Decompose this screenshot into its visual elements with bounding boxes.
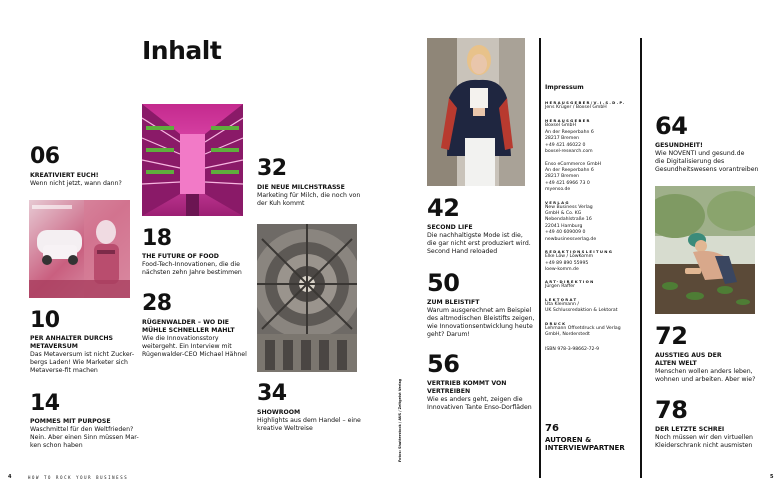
impressum (545, 84, 637, 353)
entry-desc: Food-Tech-Innovationen, die die nächsten zehn Jahre bestimmen (142, 260, 242, 276)
entry-56-number: 56 (427, 350, 460, 378)
impressum-text: Uta Kleimann / UK Schlussredaktion & Lektorat (545, 301, 618, 314)
entry-title: SHOWROOM (257, 409, 301, 416)
entry-number: 76 (545, 423, 559, 434)
entry-title: ZUM BLEISTIFT (427, 299, 480, 306)
impressum-label: HERAUSGEBER/V.I.S.D.P. (545, 100, 626, 105)
impressum-title: Impressum (545, 84, 584, 91)
isbn: ISBN 978-3-98662-72-9 (545, 346, 600, 352)
vertical-farm-photo (142, 104, 243, 216)
entry-72[interactable] (655, 352, 770, 384)
entry-06[interactable] (30, 172, 140, 188)
impressum-text: Boxsel GmbH An der Reeperbahn 6 28217 Bremen +49 421 46022 0 boxsel-research.com (545, 123, 594, 155)
entry-42[interactable] (427, 224, 537, 256)
entry-64[interactable] (655, 142, 765, 174)
divider-rule-right (640, 38, 642, 478)
entry-76[interactable] (545, 423, 637, 453)
entry-desc: Waschmittel für den Weltfrieden? Nein. Aber einen Sinn müssen Mar- ken schon haben (30, 425, 139, 449)
entry-18-number: 18 (142, 226, 172, 251)
entry-32-number: 32 (257, 156, 287, 181)
entry-desc: Warum ausgerechnet am Beispiel des altmodischen Bleistifts zeigen, wie Innovationsentwicklung heute geht? Darum! (427, 306, 535, 338)
entry-14-number: 14 (30, 391, 60, 416)
entry-title: DIE NEUE MILCHSTRASSE (257, 184, 345, 191)
entry-10-number: 10 (30, 308, 60, 333)
entry-desc: Wenn nicht jetzt, wann dann? (30, 179, 122, 187)
impressum-text: Enso eCommerce GmbH An der Reeperbahn 6 28217 Bremen +49 421 6966 73 0 myenso.de (545, 161, 602, 193)
entry-desc: Die nachhaltigste Mode ist die, die gar nicht erst produziert wird. Second Hand reloaded (427, 231, 531, 255)
gardening-photo (655, 186, 755, 314)
entry-title: RÜGENWALDER – WO DIE MÜHLE SCHNELLER MAHLT (142, 319, 235, 334)
entry-title: VERTRIEB KOMMT VON VERTREIBEN (427, 380, 507, 395)
entry-18[interactable] (142, 253, 257, 277)
entry-desc: Wie NOVENTI und gesund.de die Digitalisierung des Gesundheitswesens vorantreiben (655, 149, 759, 173)
impressum-label: ART-DIREKTION (545, 279, 595, 285)
impressum-label: DRUCK (545, 320, 567, 326)
entry-desc: Wie die Innovationsstory weitergeht. Ein Interview mit Rügenwalder-CEO Michael Hähnel (142, 334, 247, 358)
impressum-label: LEKTORAT (545, 296, 578, 302)
entry-title: PER ANHALTER DURCHS METAVERSUM (30, 335, 113, 350)
entry-32[interactable] (257, 184, 372, 208)
entry-06-number: 06 (30, 144, 60, 169)
entry-title: AUSSTIEG AUS DER ALTEN WELT (655, 352, 722, 367)
entry-title: THE FUTURE OF FOOD (142, 253, 219, 260)
entry-title: SECOND LIFE (427, 224, 473, 231)
entry-desc: Noch müssen wir den virtuellen Kleiderschrank nicht ausmisten (655, 433, 753, 449)
impressum-text: Jürgen Raffer (545, 284, 575, 290)
entry-42-number: 42 (427, 194, 460, 222)
entry-50-number: 50 (427, 269, 460, 297)
impressum-text: New Business Verlag GmbH & Co. KG Nebendahlstraße 16 22041 Hamburg +49 40 609009 0 newbusinessverlag.de (545, 204, 597, 242)
second-hand-fashion-photo (427, 38, 525, 186)
impressum-text: Jens Krüger / Boxsel GmbH (545, 105, 607, 110)
entry-64-number: 64 (655, 112, 688, 140)
page-title: Inhalt (142, 36, 222, 65)
photo-credit: Fotos: Shutterstock / AUS / Zeitgeist Verlag (398, 378, 402, 462)
entry-72-number: 72 (655, 322, 688, 350)
entry-14[interactable] (30, 418, 145, 450)
entry-56[interactable] (427, 380, 537, 412)
impressum-label: REDAKTIONSLEITUNG (545, 249, 614, 255)
showroom-photo (257, 224, 357, 372)
impressum-label: VERLAG (545, 199, 570, 205)
impressum-text: Elke Löw / LöwKomm +49 89 890 55995 loew-komm.de (545, 254, 594, 273)
entry-title: GESUNDHEIT! (655, 142, 703, 149)
entry-78-number: 78 (655, 396, 688, 424)
footer-tagline: HOW TO ROCK YOUR BUSINESS (28, 475, 129, 480)
entry-desc: Wie es anders geht, zeigen die Innovativen Tante Enso-Dorfläden (427, 395, 532, 411)
page-number-right: 5 (770, 474, 774, 480)
entry-34[interactable] (257, 409, 372, 433)
entry-28[interactable] (142, 319, 267, 359)
entry-title: AUTOREN & INTERVIEWPARTNER (545, 435, 625, 453)
entry-desc: Marketing für Milch, die noch von der Kuh kommt (257, 191, 361, 207)
entry-desc: Highlights aus dem Handel – eine kreative Weltreise (257, 416, 361, 432)
entry-50[interactable] (427, 299, 537, 339)
entry-desc: Das Metaversum ist nicht Zucker- bergs Laden! Wie Marketer sich Metaverse-fit machen (30, 350, 135, 374)
entry-10[interactable] (30, 335, 145, 375)
entry-title: KREATIVIERT EUCH! (30, 172, 99, 179)
entry-28-number: 28 (142, 291, 172, 316)
impressum-text: Lehmann Offsetdruck und Verlag GmbH, Norderstedt (545, 325, 621, 338)
entry-desc: Menschen wollen anders leben, wohnen und arbeiten. Aber wie? (655, 367, 756, 383)
divider-rule-left (539, 38, 541, 478)
entry-title: DER LETZTE SCHREI (655, 426, 725, 433)
metaverse-photo (29, 200, 130, 298)
entry-title: POMMES MIT PURPOSE (30, 418, 111, 425)
entry-78[interactable] (655, 426, 770, 450)
page-number-left: 4 (8, 474, 12, 480)
impressum-label: HERAUSGEBER (545, 118, 591, 124)
entry-34-number: 34 (257, 381, 287, 406)
